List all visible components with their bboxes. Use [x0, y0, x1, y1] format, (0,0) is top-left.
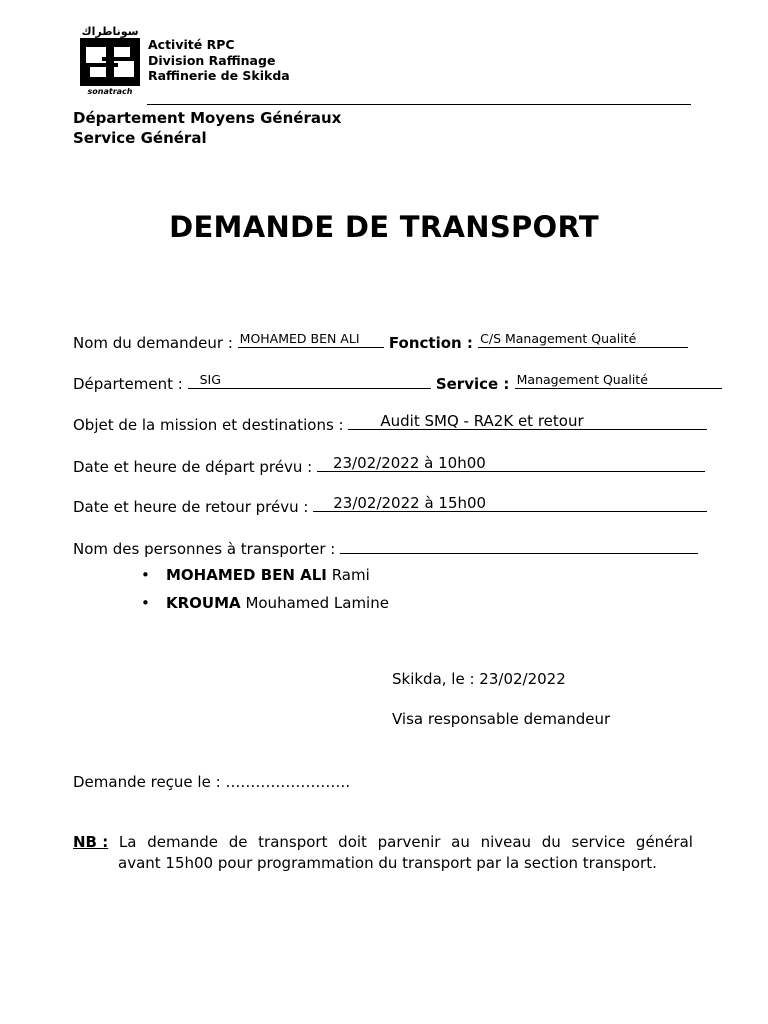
- mission-field[interactable]: Audit SMQ - RA2K et retour: [348, 413, 707, 430]
- departure-row: [73, 455, 705, 477]
- service-field[interactable]: Management Qualité: [515, 372, 722, 389]
- note-word: du: [541, 833, 561, 851]
- note-word: au: [451, 833, 470, 851]
- note-block: [73, 832, 693, 874]
- function-label: Fonction :: [383, 334, 479, 352]
- return-label: Date et heure de retour prévu :: [73, 498, 314, 516]
- requester-label: Nom du demandeur :: [73, 334, 238, 352]
- note-line-1: [73, 832, 693, 853]
- place-date: Skikda, le : 23/02/2022: [392, 670, 566, 688]
- note-word: niveau: [480, 833, 532, 851]
- note-word: doit: [338, 833, 367, 851]
- bullet-icon: •: [141, 566, 150, 584]
- department-label: Département :: [73, 375, 188, 393]
- persons-field[interactable]: [340, 537, 698, 554]
- person-last-name: KROUMA: [166, 594, 241, 612]
- persons-list: [141, 565, 389, 613]
- function-field[interactable]: C/S Management Qualité: [478, 331, 688, 348]
- person-first-name: Rami: [331, 566, 370, 584]
- requester-row: [73, 331, 688, 353]
- note-word: parvenir: [377, 833, 441, 851]
- mission-row: [73, 413, 707, 435]
- return-field[interactable]: 23/02/2022 à 15h00: [313, 495, 707, 512]
- list-item: [141, 593, 389, 613]
- logo-arabic-text: سوناطراك: [81, 25, 139, 38]
- note-word: général: [635, 833, 693, 851]
- document-title: DEMANDE DE TRANSPORT: [169, 210, 599, 244]
- mission-label: Objet de la mission et destinations :: [73, 416, 349, 434]
- note-word: La: [118, 833, 137, 851]
- person-first-name: Mouhamed Lamine: [245, 594, 389, 612]
- department-info: [73, 108, 341, 148]
- sonatrach-emblem-icon: [80, 38, 140, 86]
- received-field[interactable]: …………………….: [225, 773, 351, 791]
- received-label: Demande reçue le :: [73, 773, 226, 791]
- org-activity: Activité RPC: [148, 37, 235, 52]
- person-last-name: MOHAMED BEN ALI: [166, 566, 327, 584]
- persons-label: Nom des personnes à transporter :: [73, 540, 341, 558]
- organization-info: [148, 37, 290, 84]
- sonatrach-logo: [78, 26, 142, 98]
- logo-latin-text: sonatrach: [87, 87, 133, 96]
- note-word: transport: [258, 833, 328, 851]
- return-row: [73, 495, 707, 517]
- service-label: Service :: [430, 375, 515, 393]
- departure-label: Date et heure de départ prévu :: [73, 458, 317, 476]
- requester-field[interactable]: MOHAMED BEN ALI: [238, 331, 384, 348]
- note-word: service: [571, 833, 626, 851]
- org-division: Division Raffinage: [148, 52, 276, 68]
- note-line-2: avant 15h00 pour programmation du transport par la section transport.: [118, 854, 657, 872]
- bullet-icon: •: [141, 594, 150, 612]
- visa-label: Visa responsable demandeur: [392, 710, 611, 728]
- persons-row: [73, 537, 698, 559]
- department-field[interactable]: SIG: [188, 372, 431, 389]
- department-name: Département Moyens Généraux: [73, 109, 342, 127]
- service-name: Service Général: [73, 129, 207, 147]
- received-row: [73, 772, 350, 792]
- list-item: [141, 565, 389, 585]
- note-word: de: [228, 833, 248, 851]
- note-word: demande: [147, 833, 218, 851]
- department-row: [73, 372, 722, 394]
- header-divider: [147, 104, 691, 105]
- note-label: NB :: [73, 833, 109, 851]
- org-refinery: Raffinerie de Skikda: [148, 68, 290, 83]
- departure-field[interactable]: 23/02/2022 à 10h00: [317, 455, 705, 472]
